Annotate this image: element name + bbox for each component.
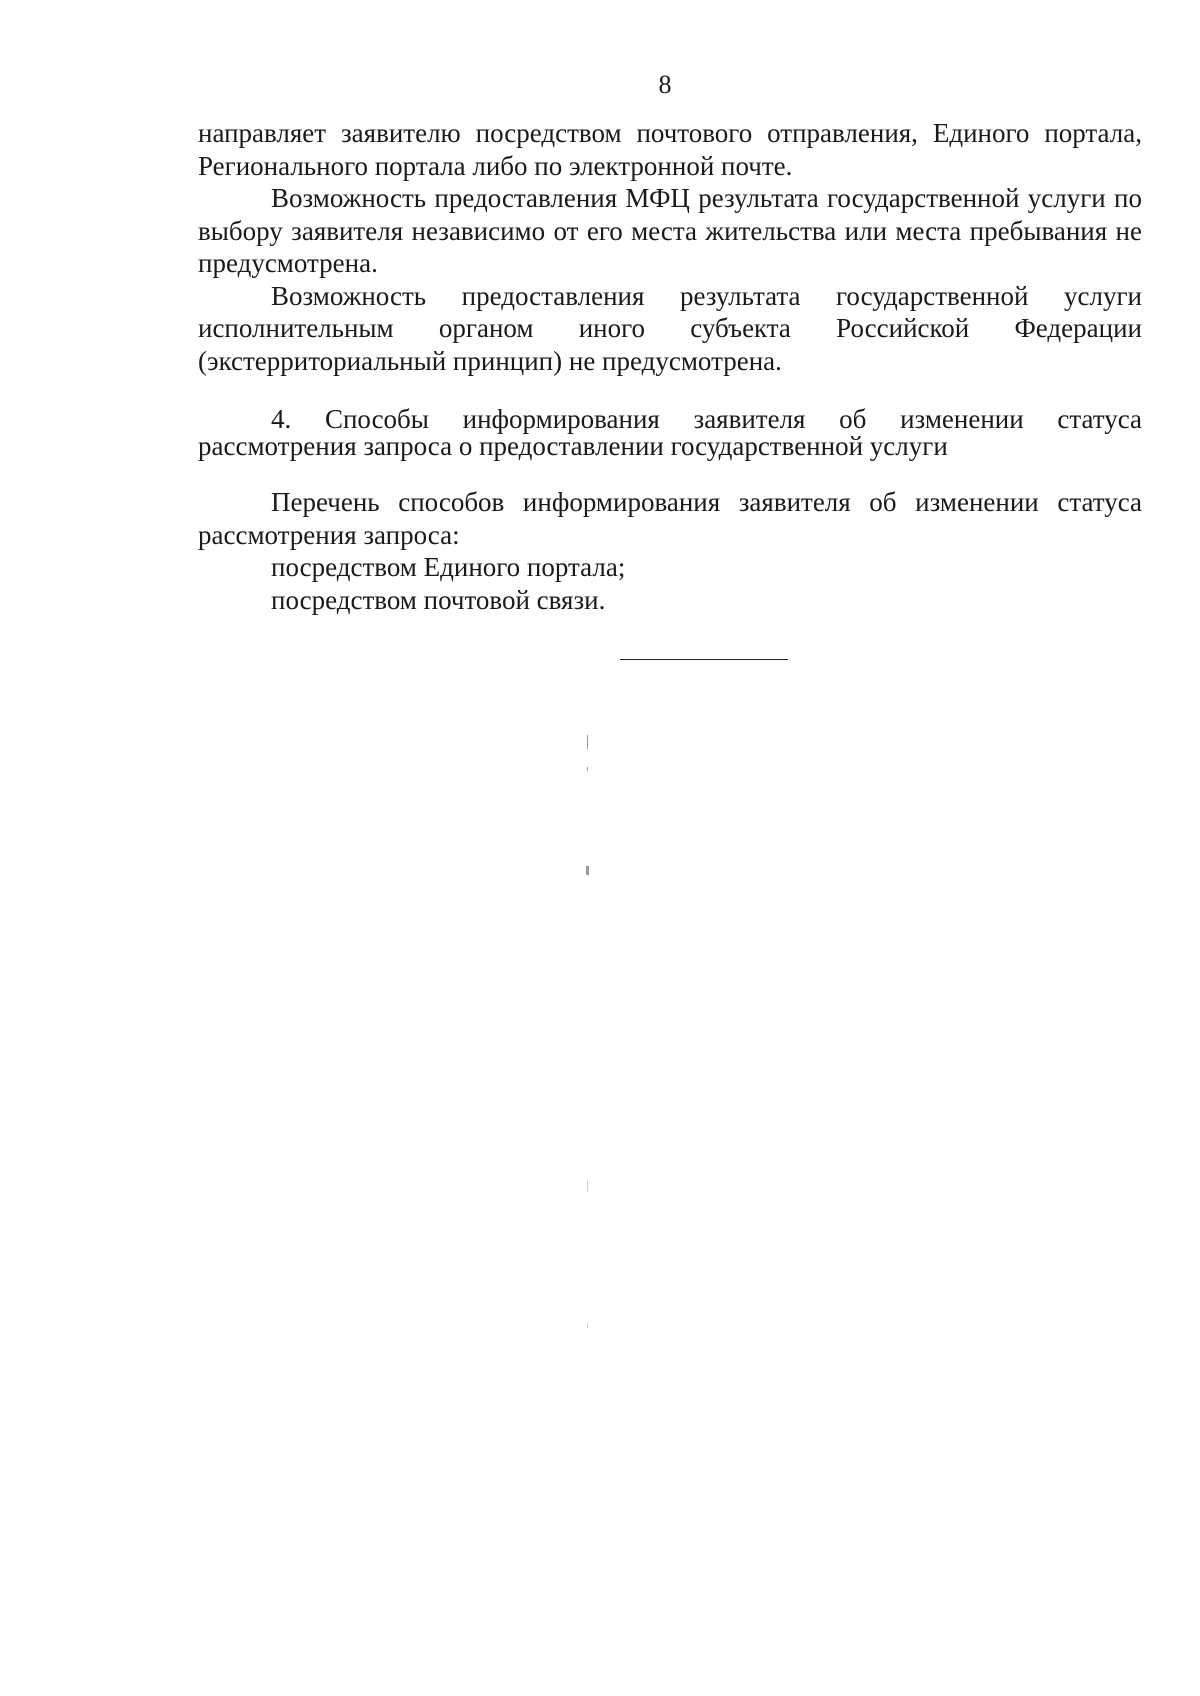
section-4-intro: Перечень способов информирования заявителя об изменении статуса рассмотрения запроса: [198, 487, 1142, 550]
paragraph-mfc-result: Возможность предоставления МФЦ результата государственной услуги по выбору заявителя независимо от его места жительства или места пребывания не предусмотрена. [198, 183, 1142, 278]
scan-speck [587, 735, 588, 749]
page-number: 8 [658, 70, 672, 99]
body-text-top [198, 117, 1142, 377]
list-item-portal: посредством Единого портала; [271, 552, 626, 582]
list-item-post: посредством почтовой связи. [271, 584, 606, 615]
scan-speck [587, 1181, 588, 1191]
paragraph-extraterritorial: Возможность предоставления результата государственной услуги исполнительным органом иного субъекта Российской Федерации (экстерриториальный принцип) не предусмотрена. [198, 280, 1142, 376]
scan-speck [587, 767, 588, 771]
section-4-heading: 4. Способы информирования заявителя об изменении статуса рассмотрения запроса о предоставлении государственной услуги [198, 404, 1142, 461]
end-of-text-rule [620, 659, 788, 660]
scan-speck [587, 1323, 588, 1328]
scan-speck [586, 866, 589, 875]
paragraph-continuation-line2: Регионального портала либо по электронной почте. [198, 150, 793, 181]
section-4 [198, 406, 1142, 616]
paragraph-continuation-line1: направляет заявителю посредством почтового отправления, Единого портала, [198, 118, 1142, 148]
